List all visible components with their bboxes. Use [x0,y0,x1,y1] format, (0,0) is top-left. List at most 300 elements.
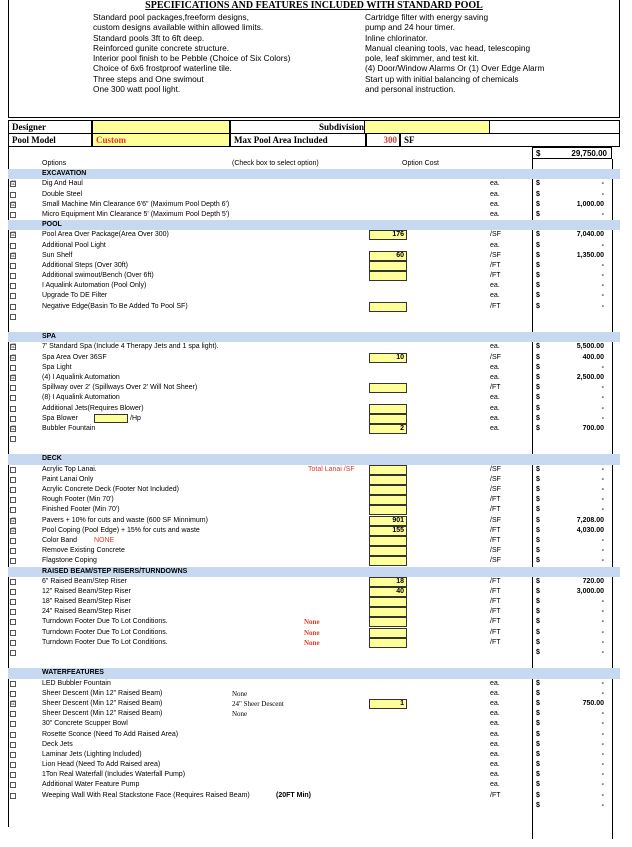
dollar-sign: $ [536,272,540,280]
dollar-sign: $ [536,475,540,483]
unit-label: ea. [490,761,500,769]
quantity-input[interactable] [369,383,407,393]
unit-label: ea. [490,210,500,218]
option-checkbox[interactable] [10,467,16,473]
table-row [8,587,620,597]
option-cost: - [601,210,604,218]
option-cost: - [601,394,604,402]
unit-label: /FT [490,526,501,534]
table-row [8,434,620,444]
designer-input[interactable] [92,120,230,134]
option-label: Sheer Descent (Min 12" Raised Beam) [42,710,163,718]
quantity-input[interactable]: 2 [369,424,407,434]
dollar-sign: $ [536,557,540,565]
option-checkbox[interactable] [10,507,16,513]
unit-label: /FT [490,618,501,626]
option-checkbox[interactable] [10,283,16,289]
option-checkbox[interactable] [10,497,16,503]
option-cost: - [601,801,604,809]
option-cost: - [601,638,604,646]
option-checkbox[interactable] [10,782,16,788]
check-header: (Check box to select option) [232,160,319,167]
unit-label: ea. [490,414,500,422]
option-cost: - [601,710,604,718]
option-checkbox[interactable] [10,579,16,585]
option-cost: - [601,404,604,412]
option-label: Sun Shelf [42,251,73,259]
options-table [8,159,620,811]
option-label: Double Steel [42,190,83,198]
table-row [8,373,620,383]
spec-right-list [365,12,544,94]
table-row [8,424,620,434]
unit-label: /SF [490,557,501,565]
section-header [8,454,620,464]
unit-label: /FT [490,577,501,585]
option-checkbox[interactable]: ☑ [11,517,17,524]
dollar-sign: $ [536,638,540,646]
unit-label: ea. [490,781,500,789]
dollar-sign: $ [536,750,540,758]
option-label: Pool Area Over Package(Area Over 300) [42,231,169,239]
dollar-sign: $ [536,720,540,728]
option-label: (4) I Aqualink Automation [42,373,120,381]
unit-label: ea. [490,373,500,381]
option-note: NONE [94,536,115,544]
section-title: EXCAVATION [42,170,87,178]
dollar-sign: $ [536,740,540,748]
option-checkbox[interactable] [10,619,16,625]
option-label: Upgrade To DE Filter [42,292,108,300]
options-header: Options [42,160,67,167]
option-label: Micro Equipment Min Clearance 5' (Maximum Pool Depth 5') [42,210,230,218]
unit-label: /FT [490,587,501,595]
option-checkbox[interactable]: ☑ [11,527,17,534]
dollar-sign: $ [536,394,540,402]
option-checkbox[interactable]: ☑ [11,374,17,381]
unit-label: /FT [490,628,501,636]
option-cost: - [601,649,604,656]
dollar-sign: $ [536,791,540,799]
option-checkbox[interactable] [10,487,16,493]
table-row [8,801,620,811]
dollar-sign: $ [536,598,540,606]
spacer-row [8,444,620,454]
unit-label: /FT [490,638,501,646]
table-row [8,190,620,200]
section-header [8,220,620,230]
dollar-sign: $ [536,516,540,524]
option-checkbox[interactable] [10,650,16,656]
spec-line: Choice of 6x6 frostproof waterline tile. [93,63,232,74]
option-cost: 1,350.00 [576,251,604,259]
option-label: Turndown Footer Due To Lot Conditions. [42,638,168,646]
option-checkbox[interactable] [10,304,16,310]
option-cost: 5,500.00 [576,343,604,351]
spacer-row [8,658,620,668]
option-label: 18" Raised Beam/Step Riser [42,598,131,606]
option-label: 24" Raised Beam/Step Riser [42,608,131,616]
option-checkbox[interactable] [10,589,16,595]
table-row [8,628,620,638]
table-row [8,770,620,780]
dollar-sign: $ [536,526,540,534]
option-cost: - [601,261,604,269]
option-cost: 750.00 [582,699,604,707]
dollar-sign: $ [536,679,540,687]
option-label: Bubbler Fountain [42,424,96,432]
quantity-input[interactable] [369,475,407,485]
subdivision-label: Subdivision [310,120,366,134]
unit-label: ea. [490,710,500,718]
total-price [532,147,612,159]
option-cost: - [601,180,604,188]
dollar-sign: $ [536,292,540,300]
table-row [8,577,620,587]
option-label: Weeping Wall With Real Stackstone Face (Requires Raised Beam) [42,791,250,799]
option-checkbox[interactable]: ☑ [11,181,17,188]
option-cost: - [601,486,604,493]
table-row [8,302,620,312]
dollar-sign: $ [536,781,540,789]
option-checkbox[interactable]: ☑ [11,201,17,208]
option-cost: - [601,496,604,504]
dollar-sign: $ [536,771,540,779]
section-title: RAISED BEAM/STEP RISERS/TURNDOWNS [42,567,188,575]
dollar-sign: $ [536,628,540,636]
pool-model-value[interactable]: Custom [92,133,230,147]
option-cost: - [601,730,604,738]
option-label: 1Ton Real Waterfall (Includes Waterfall Pump) [42,771,186,779]
quantity-input[interactable]: 18 [369,577,407,587]
dollar-sign: $ [536,343,540,351]
unit-label: ea. [490,424,500,432]
section-title: SPA [42,333,56,341]
option-checkbox[interactable] [10,609,16,615]
quantity-input[interactable] [369,638,407,648]
dollar-sign: $ [536,496,540,504]
quantity-input[interactable] [369,628,407,638]
option-label: Negative Edge(Basin To Be Added To Pool SF) [42,302,188,310]
dollar-sign: $ [536,577,540,585]
option-checkbox[interactable] [10,742,16,748]
unit-label: /FT [490,506,501,514]
unit-label: /FT [490,791,501,799]
dollar-sign: $ [536,231,540,239]
option-checkbox[interactable] [10,395,16,401]
option-checkbox[interactable] [10,293,16,299]
option-cost: 3,000.00 [576,587,604,595]
quantity-input[interactable] [369,302,407,312]
option-checkbox[interactable] [10,263,16,269]
unit-label: ea. [490,720,500,728]
option-label: Sheer Descent (Min 12" Raised Beam) [42,699,163,707]
option-checkbox[interactable] [10,314,16,320]
table-row [8,689,620,699]
max-area-value: 300 [366,133,400,147]
dollar-sign: $ [536,353,540,361]
option-cost: - [601,740,604,748]
unit-label: ea. [490,771,500,779]
unit-label: /FT [490,261,501,269]
quantity-input[interactable]: 10 [369,353,407,363]
unit-label: /SF [490,547,501,555]
spec-line: Inline chlorinator. [365,32,428,43]
option-cost: - [601,679,604,687]
option-checkbox[interactable] [10,752,16,758]
option-label: Additional Jets(Requires Blower) [42,404,144,412]
quantity-input[interactable] [369,597,407,607]
option-cost: - [601,781,604,789]
hp-input[interactable] [94,414,128,423]
option-checkbox[interactable] [10,691,16,697]
option-checkbox[interactable]: ☑ [11,425,17,432]
spec-line: Three steps and One swimout [93,73,204,84]
option-label: Rough Footer (Min 70') [42,496,114,504]
quantity-input[interactable]: 60 [369,251,407,261]
option-checkbox[interactable] [10,721,16,727]
dollar-sign: $ [536,486,540,493]
option-checkbox[interactable] [10,477,16,483]
option-checkbox[interactable] [10,732,16,738]
cost-header: Option Cost [402,160,439,167]
option-label: Rosette Sconce (Need To Add Raised Area) [42,730,179,738]
dollar-sign: $ [536,384,540,392]
quantity-input[interactable]: 1 [369,699,407,709]
quantity-input[interactable] [369,607,407,617]
table-row [8,230,620,240]
unit-label: /FT [490,384,501,392]
unit-label: ea. [490,190,500,198]
section-header [8,668,620,678]
option-label: 30" Concrete Scupper Bowl [42,720,128,728]
option-label: Finished Footer (Min 70') [42,506,120,514]
option-label: 7' Standard Spa (Include 4 Therapy Jets and 1 spa light). [42,343,219,351]
pool-model-row [8,133,620,147]
dollar-sign: $ [536,251,540,259]
quantity-input[interactable] [369,617,407,627]
option-checkbox[interactable]: ☑ [11,700,17,707]
subdivision-input[interactable] [364,120,490,134]
option-cost: - [601,536,604,544]
spec-line: Manual cleaning tools, vac head, telescoping [365,42,531,53]
option-checkbox[interactable] [10,406,16,412]
option-label: 12" Raised Beam/Step Riser [42,587,131,595]
section-title: WATERFEATURES [42,669,104,677]
option-checkbox[interactable] [10,385,16,391]
table-row [8,556,620,566]
option-checkbox[interactable] [10,793,16,799]
quantity-input[interactable]: 155 [369,526,407,536]
dollar-sign: $ [536,801,540,809]
table-row [8,505,620,515]
quantity-input[interactable] [369,546,407,556]
max-area-unit: SF [400,133,620,147]
quantity-input[interactable] [369,261,407,271]
unit-label: ea. [490,394,500,402]
table-row [8,597,620,607]
option-cost: 7,208.00 [576,516,604,524]
option-checkbox[interactable] [10,599,16,605]
dollar-sign: $ [536,618,540,626]
option-checkbox[interactable] [10,192,16,198]
unit-label: ea. [490,689,500,697]
option-cost: - [601,608,604,616]
option-cost: - [601,750,604,758]
quantity-input[interactable]: 40 [369,587,407,597]
option-checkbox[interactable] [10,762,16,768]
option-label: Additional Water Feature Pump [42,781,140,789]
spec-title: SPECIFICATIONS AND FEATURES INCLUDED WITH STANDARD POOL [145,0,483,11]
option-cost: - [601,414,604,422]
option-checkbox[interactable] [10,212,16,218]
option-checkbox[interactable]: ☑ [11,344,17,351]
option-checkbox[interactable] [10,630,16,636]
dollar-sign: $ [536,210,540,218]
option-rows [8,169,620,811]
quantity-input[interactable] [369,485,407,495]
option-cost: - [601,465,604,473]
option-checkbox[interactable] [10,365,16,371]
option-checkbox[interactable] [10,273,16,279]
option-checkbox[interactable] [10,243,16,249]
option-cost: - [601,506,604,514]
table-row [8,750,620,760]
option-checkbox[interactable] [10,711,16,717]
quantity-input[interactable]: 901 [369,516,407,526]
option-cost: - [601,302,604,310]
unit-label: /FT [490,536,501,544]
table-row [8,638,620,648]
option-checkbox[interactable] [10,681,16,687]
unit-label: ea. [490,343,500,351]
option-selection: None [232,710,248,719]
quantity-input[interactable] [369,271,407,281]
quantity-input[interactable] [369,536,407,546]
table-row [8,281,620,291]
option-checkbox[interactable] [10,640,16,646]
option-cost: - [601,292,604,300]
spec-line: Reinforced gunite concrete structure. [93,42,230,53]
quantity-input[interactable] [369,505,407,515]
designer-row [8,120,620,134]
option-label: Acrylic Top Lanai. [42,465,97,473]
option-label: Additional swimout/Bench (Over 6ft) [42,272,154,280]
total-dollar: $ [536,149,541,158]
option-checkbox[interactable]: ☑ [11,252,17,259]
option-checkbox[interactable] [10,436,16,442]
unit-label: ea. [490,699,500,707]
unit-label: ea. [490,750,500,758]
dollar-sign: $ [536,424,540,432]
table-row [8,617,620,627]
spec-line: One 300 watt pool light. [93,84,181,95]
table-row [8,251,620,261]
table-row [8,312,620,322]
pool-model-label: Pool Model [8,133,92,147]
table-row [8,709,620,719]
unit-label: ea. [490,679,500,687]
spec-box [8,0,620,118]
option-label: Laminar Jets (Lighting Included) [42,750,142,758]
table-row [8,363,620,373]
table-row [8,699,620,709]
option-label: Paint Lanai Only [42,475,94,483]
unit-label: /FT [490,598,501,606]
option-checkbox[interactable]: ☑ [11,354,17,361]
table-row [8,607,620,617]
section-title: POOL [42,221,62,229]
option-checkbox[interactable] [10,772,16,778]
quantity-input[interactable] [369,414,407,424]
section-header [8,567,620,577]
table-row [8,393,620,403]
dollar-sign: $ [536,200,540,208]
option-label: Pool Coping (Pool Edge) + 15% for cuts and waste [42,526,200,534]
option-checkbox[interactable] [10,548,16,554]
option-label: I Aqualink Automation (Pool Only) [42,282,147,290]
spec-left-list [93,12,290,94]
option-checkbox[interactable] [10,538,16,544]
dollar-sign: $ [536,465,540,473]
column-header-row [8,159,620,169]
option-cost: - [601,384,604,392]
table-row [8,210,620,220]
table-row [8,516,620,526]
dollar-sign: $ [536,363,540,371]
option-cost: - [601,241,604,249]
max-area-label: Max Pool Area Included [230,133,366,147]
dollar-sign: $ [536,404,540,412]
table-row [8,485,620,495]
option-label: Dig And Haul [42,180,83,188]
option-checkbox[interactable] [10,558,16,564]
unit-label: ea. [490,180,500,188]
option-label: Acrylic Concrete Deck (Footer Not Included) [42,486,179,493]
table-row [8,179,620,189]
spec-line: Standard pool packages,freeform designs, [93,12,249,22]
option-checkbox[interactable]: ☑ [11,232,17,239]
unit-label: /FT [490,272,501,280]
table-row [8,679,620,689]
dollar-sign: $ [536,689,540,697]
table-row [8,353,620,363]
quantity-input[interactable] [369,465,407,475]
spec-line: custom designs available within allowed limits. [93,22,264,33]
dollar-sign: $ [536,608,540,616]
option-selection: None [232,689,248,698]
unit-label: ea. [490,282,500,290]
dollar-sign: $ [536,302,540,310]
option-label: Spa Area Over 36SF [42,353,107,361]
option-cost: 720.00 [582,577,604,585]
quantity-input[interactable] [369,556,407,566]
dollar-sign: $ [536,587,540,595]
option-cost: - [601,282,604,290]
option-checkbox[interactable] [10,416,16,422]
table-row [8,465,620,475]
quantity-input[interactable]: 176 [369,230,407,240]
table-row [8,241,620,251]
spacer-row [8,322,620,332]
spec-line: Cartridge filter with energy saving [365,12,489,22]
dollar-sign: $ [536,536,540,544]
dollar-sign: $ [536,506,540,514]
table-row [8,760,620,770]
quantity-input[interactable] [369,495,407,505]
option-note: None [304,618,320,627]
quantity-input[interactable] [369,404,407,414]
